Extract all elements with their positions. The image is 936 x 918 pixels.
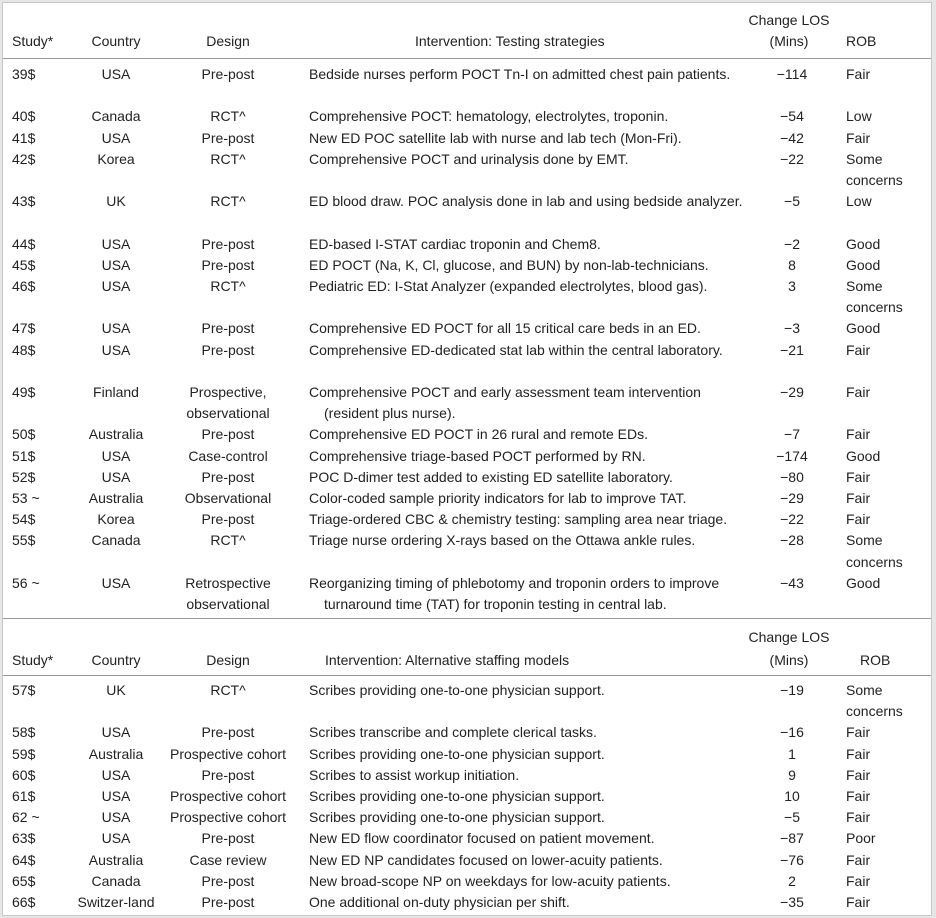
country-cell: Finland	[93, 384, 139, 400]
design-cell: Retrospective observational	[185, 574, 271, 612]
study-cell: 57$	[12, 682, 36, 698]
design-cell: Pre-post	[201, 129, 255, 146]
table-row	[3, 276, 931, 318]
los-cell: −3	[784, 320, 800, 337]
study-cell: 65$	[12, 872, 36, 889]
design-cell: RCT^	[210, 682, 246, 698]
design-cell: RCT^	[210, 193, 246, 210]
design-cell: RCT^	[210, 532, 246, 549]
rob-cell: Good	[846, 235, 881, 252]
intervention-cell: Scribes transcribe and complete clerical tasks.	[309, 724, 597, 741]
table-row	[3, 382, 931, 424]
country-cell: Australia	[88, 426, 144, 443]
country-cell: UK	[106, 682, 126, 698]
rob-cell: Fair	[846, 894, 871, 910]
study-cell: 63$	[12, 830, 36, 847]
table-row	[3, 786, 931, 807]
intervention-cell: Reorganizing timing of phlebotomy and troponin orders to improve turnaround time (TAT) for troponin testing in central lab.	[309, 574, 720, 612]
study-cell: 49$	[12, 384, 36, 400]
los-cell: 10	[784, 788, 800, 804]
los-cell: −19	[780, 682, 804, 698]
rob-cell: Low	[846, 193, 872, 210]
design-cell: Pre-post	[201, 724, 255, 741]
los-cell: −114	[776, 66, 808, 82]
rob-cell: Fair	[846, 788, 871, 804]
los-cell: −80	[780, 468, 804, 485]
country-cell: USA	[101, 788, 131, 804]
study-cell: 62 ~	[12, 809, 40, 826]
header-los-line2: (Mins)	[769, 652, 809, 668]
study-cell: 54$	[12, 511, 36, 528]
header-rob: ROB	[860, 652, 891, 668]
country-cell: USA	[101, 320, 131, 337]
design-cell: Pre-post	[201, 426, 255, 443]
intervention-cell: Comprehensive ED-dedicated stat lab within the central laboratory.	[309, 341, 723, 358]
study-cell: 59$	[12, 745, 36, 762]
rob-cell: Fair	[846, 809, 871, 826]
table-row	[3, 191, 931, 233]
design-cell: Prospective cohort	[170, 809, 286, 826]
rob-cell: Fair	[846, 341, 871, 358]
rob-cell: Good	[846, 320, 881, 337]
header-study-text: Study*	[12, 652, 54, 668]
table-row	[3, 744, 931, 765]
country-cell: USA	[101, 341, 131, 358]
study-cell: 40$	[12, 108, 36, 125]
table-row	[3, 128, 931, 149]
intervention-cell: Scribes providing one-to-one physician support.	[309, 745, 605, 762]
rob-cell: Poor	[846, 830, 876, 847]
design-cell: Observational	[184, 490, 272, 506]
los-cell: −5	[784, 193, 800, 210]
table-row	[3, 765, 931, 786]
design-cell: Pre-post	[201, 894, 255, 910]
table-row	[3, 871, 931, 892]
intervention-cell: Triage-ordered CBC & chemistry testing: sampling area near triage.	[309, 511, 728, 528]
intervention-cell: One additional on-duty physician per shift.	[309, 894, 570, 910]
rob-cell: Fair	[846, 426, 871, 443]
study-cell: 56 ~	[12, 574, 40, 591]
table-row	[3, 424, 931, 445]
study-cell: 55$	[12, 532, 36, 549]
country-cell: Australia	[88, 851, 144, 868]
country-cell: USA	[101, 809, 131, 826]
intervention-cell: Pediatric ED: I-Stat Analyzer (expanded electrolytes, blood gas).	[309, 278, 708, 294]
study-cell: 41$	[12, 129, 36, 146]
design-cell: Pre-post	[201, 320, 255, 337]
rob-cell: Fair	[846, 872, 871, 889]
study-cell: 52$	[12, 468, 36, 485]
intervention-cell: Comprehensive ED POCT for all 15 critical care beds in an ED.	[309, 320, 701, 337]
intervention-cell: POC D-dimer test added to existing ED satellite laboratory.	[309, 468, 673, 485]
country-cell: Australia	[88, 745, 144, 762]
los-cell: −22	[780, 511, 804, 528]
country-cell: USA	[101, 129, 131, 146]
design-cell: Prospective, observational	[186, 384, 270, 422]
design-cell: Pre-post	[201, 766, 255, 783]
study-cell: 46$	[12, 278, 36, 294]
table-row	[3, 255, 931, 276]
design-cell: Pre-post	[201, 341, 255, 358]
table-row	[3, 467, 931, 488]
study-cell: 48$	[12, 341, 36, 358]
country-cell: USA	[101, 574, 131, 591]
study-cell: 45$	[12, 256, 36, 273]
table-row	[3, 340, 931, 382]
header-study	[12, 650, 53, 671]
los-cell: −5	[784, 809, 800, 826]
country-cell: USA	[101, 447, 131, 464]
table-row	[3, 680, 931, 722]
country-cell: USA	[101, 235, 131, 252]
rob-cell: Some concerns	[846, 150, 903, 188]
table-row	[3, 488, 931, 509]
header-country: Country	[91, 652, 141, 668]
rob-cell: Some concerns	[846, 278, 903, 316]
los-cell: 1	[788, 745, 796, 762]
study-cell: 39$	[12, 66, 36, 82]
table-row	[3, 892, 931, 913]
los-cell: −7	[784, 426, 800, 443]
country-cell: Canada	[91, 108, 141, 125]
design-cell: RCT^	[210, 108, 246, 125]
study-cell: 44$	[12, 235, 36, 252]
country-cell: Korea	[97, 511, 135, 528]
los-cell: −42	[780, 129, 804, 146]
country-cell: USA	[101, 468, 131, 485]
design-cell: Pre-post	[201, 830, 255, 847]
table-document	[2, 2, 932, 916]
los-cell: −43	[780, 574, 804, 591]
rob-cell: Good	[846, 574, 881, 591]
design-cell: Case review	[189, 851, 267, 868]
table-row	[3, 64, 931, 106]
study-cell: 64$	[12, 851, 36, 868]
header-los-line2: (Mins)	[769, 33, 809, 49]
country-cell: USA	[101, 766, 131, 783]
country-cell: Australia	[88, 490, 144, 506]
study-cell: 60$	[12, 766, 36, 783]
los-cell: −29	[780, 384, 804, 400]
los-cell: 3	[788, 278, 796, 294]
intervention-cell: Scribes providing one-to-one physician support.	[309, 788, 605, 804]
intervention-cell: Comprehensive ED POCT in 26 rural and remote EDs.	[309, 426, 648, 443]
intervention-cell: ED blood draw. POC analysis done in lab and using bedside analyzer.	[309, 193, 743, 210]
country-cell: Switzer-land	[77, 894, 155, 910]
los-cell: 8	[788, 256, 796, 273]
intervention-cell: Color-coded sample priority indicators for lab to improve TAT.	[309, 490, 687, 506]
study-cell: 51$	[12, 447, 36, 464]
study-cell: 47$	[12, 320, 36, 337]
design-cell: Pre-post	[201, 235, 255, 252]
los-cell: −22	[780, 150, 804, 167]
study-cell: 66$	[12, 894, 36, 910]
design-cell: Pre-post	[201, 468, 255, 485]
rob-cell: Good	[846, 256, 881, 273]
design-cell: Prospective cohort	[170, 745, 286, 762]
header-design: Design	[206, 652, 250, 668]
country-cell: USA	[101, 724, 131, 741]
intervention-cell: Scribes providing one-to-one physician support.	[309, 682, 605, 698]
intervention-cell: New broad-scope NP on weekdays for low-acuity patients.	[309, 872, 671, 889]
design-cell: RCT^	[210, 150, 246, 167]
country-cell: USA	[101, 278, 131, 294]
country-cell: Canada	[91, 532, 141, 549]
country-cell: USA	[101, 256, 131, 273]
table-row	[3, 530, 931, 572]
design-cell: Prospective cohort	[170, 788, 286, 804]
rob-cell: Fair	[846, 511, 871, 528]
rob-cell: Fair	[846, 468, 871, 485]
design-cell: Pre-post	[201, 256, 255, 273]
los-cell: −76	[780, 851, 804, 868]
rob-cell: Fair	[846, 745, 871, 762]
rob-cell: Some concerns	[846, 682, 903, 720]
rob-cell: Low	[846, 108, 872, 125]
intervention-cell: Comprehensive triage-based POCT performed by RN.	[309, 447, 646, 464]
intervention-cell: New ED flow coordinator focused on patient movement.	[309, 830, 655, 847]
country-cell: Korea	[97, 150, 135, 167]
intervention-cell: ED POCT (Na, K, Cl, glucose, and BUN) by non-lab-technicians.	[309, 256, 709, 273]
rob-cell: Fair	[846, 129, 871, 146]
los-cell: −174	[776, 447, 808, 464]
design-cell: Case-control	[188, 447, 268, 464]
header-los-line1: Change LOS	[748, 12, 830, 28]
intervention-cell: New ED POC satellite lab with nurse and lab tech (Mon-Fri).	[309, 129, 682, 146]
header-country: Country	[91, 33, 141, 49]
rob-cell: Fair	[846, 851, 871, 868]
study-cell: 50$	[12, 426, 36, 443]
los-cell: −2	[784, 235, 800, 252]
design-cell: RCT^	[210, 278, 246, 294]
intervention-cell: Triage nurse ordering X-rays based on the Ottawa ankle rules.	[309, 532, 696, 549]
table-row	[3, 509, 931, 530]
header-design: Design	[206, 33, 250, 49]
los-cell: 9	[788, 766, 796, 783]
table-row	[3, 106, 931, 127]
country-cell: UK	[106, 193, 126, 210]
table-row	[3, 807, 931, 828]
los-cell: 2	[788, 872, 796, 889]
rob-cell: Fair	[846, 766, 871, 783]
design-cell: Pre-post	[201, 511, 255, 528]
study-cell: 58$	[12, 724, 36, 741]
los-cell: −29	[780, 490, 804, 506]
rob-cell: Good	[846, 447, 881, 464]
header-intervention: Intervention: Testing strategies	[415, 33, 605, 49]
header-intervention: Intervention: Alternative staffing models	[325, 652, 570, 668]
intervention-cell: Scribes providing one-to-one physician support.	[309, 809, 605, 826]
los-cell: −35	[780, 894, 804, 910]
study-cell: 43$	[12, 193, 36, 210]
study-cell: 53 ~	[12, 490, 40, 506]
header-los-line1: Change LOS	[748, 629, 830, 645]
los-cell: −21	[780, 341, 804, 358]
table-row	[3, 850, 931, 871]
intervention-cell: Comprehensive POCT and early assessment team intervention (resident plus nurse).	[309, 384, 701, 422]
study-cell: 42$	[12, 150, 36, 167]
table1-header	[3, 3, 931, 59]
table-row	[3, 446, 931, 467]
los-cell: −87	[780, 830, 804, 847]
rob-cell: Some concerns	[846, 532, 903, 570]
los-cell: −16	[780, 724, 804, 741]
country-cell: Canada	[91, 872, 141, 889]
country-cell: USA	[101, 830, 131, 847]
table-row	[3, 722, 931, 743]
design-cell: Pre-post	[201, 872, 255, 889]
rob-cell: Fair	[846, 66, 871, 82]
intervention-cell: Bedside nurses perform POCT Tn-I on admitted chest pain patients.	[309, 66, 731, 82]
design-cell: Pre-post	[201, 66, 255, 82]
table-row	[3, 318, 931, 339]
header-rob: ROB	[846, 33, 877, 49]
intervention-cell: ED-based I-STAT cardiac troponin and Chem8.	[309, 235, 601, 252]
table-row	[3, 573, 931, 615]
study-cell: 61$	[12, 788, 36, 804]
rob-cell: Fair	[846, 724, 871, 741]
intervention-cell: New ED NP candidates focused on lower-acuity patients.	[309, 851, 663, 868]
intervention-cell: Comprehensive POCT: hematology, electrolytes, troponin.	[309, 108, 669, 125]
table-row	[3, 234, 931, 255]
table2-header	[3, 619, 931, 676]
intervention-cell: Comprehensive POCT and urinalysis done by EMT.	[309, 150, 629, 167]
los-cell: −28	[780, 532, 804, 549]
table-row	[3, 149, 931, 191]
rob-cell: Fair	[846, 384, 871, 400]
header-study: Study*	[12, 33, 54, 49]
intervention-cell: Scribes to assist workup initiation.	[309, 766, 520, 783]
los-cell: −54	[780, 108, 804, 125]
rob-cell: Fair	[846, 490, 871, 506]
country-cell: USA	[101, 66, 131, 82]
table-row	[3, 828, 931, 849]
